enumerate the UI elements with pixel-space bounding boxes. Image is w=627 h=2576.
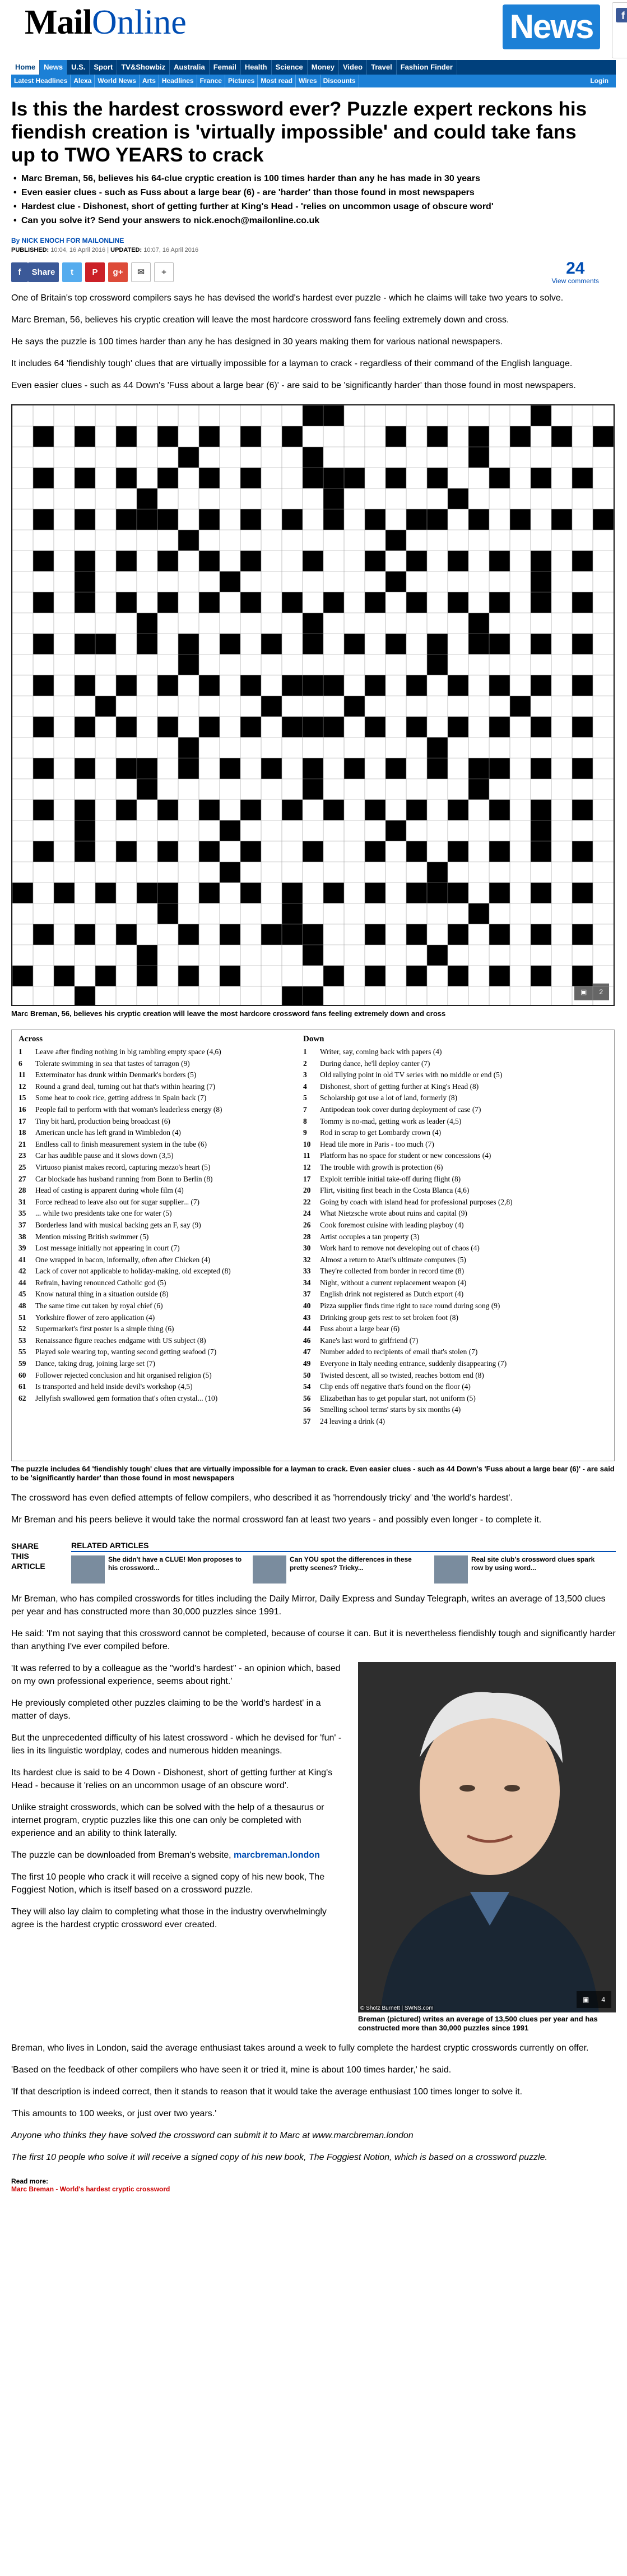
photo-camera-count[interactable]: ▣ 4 xyxy=(577,1991,611,2008)
photo-credit: © Shotz Burnett | SWNS.com xyxy=(360,2005,434,2011)
subnav-item-most-read[interactable]: Most read xyxy=(258,75,296,87)
paragraph: The first 10 people who solve it will receive a signed copy of his new book, The Foggiest Notion, which is based on a crossword puzzle. xyxy=(11,2153,547,2162)
breman-photo[interactable] xyxy=(358,1662,616,2012)
share-related-row xyxy=(11,1541,616,1584)
clue-item: 1 Leave after finding nothing in big rambling empty space (4,6) xyxy=(18,1047,221,1056)
clue-item: 55 Played sole wearing top, wanting second getting seafood (7) xyxy=(18,1347,217,1356)
nav-item-science[interactable]: Science xyxy=(272,60,308,75)
crossword-grid-image xyxy=(11,404,615,1006)
clue-item: 59 Dance, taking drug, joining large set (7) xyxy=(18,1359,155,1368)
photo-caption: Breman (pictured) writes an average of 13,500 clues per year and has constructed more than 30,000 puzzles since 1991 xyxy=(358,2015,598,2032)
nav-item-sport[interactable]: Sport xyxy=(90,60,117,75)
paragraph: Even easier clues - such as 44 Down's 'Fuss about a large bear (6)' - are said to be 'significantly harder' than those found in most newspapers. xyxy=(11,381,576,390)
clue-item: 32 Almost a return to Atari's ultimate computers (5) xyxy=(303,1255,466,1264)
paragraph: The crossword has even defied attempts of fellow compilers, who described it as 'horrendously tricky' and 'the world's hardest'. xyxy=(11,1493,513,1503)
down-title: Down xyxy=(303,1035,324,1044)
facebook-icon: f xyxy=(616,8,627,22)
clue-item: 51 Yorkshire flower of zero application (4) xyxy=(18,1313,155,1322)
clue-item: 57 24 leaving a drink (4) xyxy=(303,1417,386,1425)
secondary-nav xyxy=(11,75,616,87)
clue-item: 26 Cook foremost cuisine with leading playboy (4) xyxy=(303,1220,464,1229)
camera-icon: ▣ xyxy=(580,988,587,996)
subnav-item-headlines[interactable]: Headlines xyxy=(159,75,197,87)
camera-icon: ▣ xyxy=(582,1996,589,2003)
clue-item: 48 The same time cut taken by royal chief (6) xyxy=(18,1301,163,1310)
subnav-item-wires[interactable]: Wires xyxy=(296,75,321,87)
paragraph: 'Based on the feedback of other compilers who have seen it or tried it, mine is about 100 times harder,' he said. xyxy=(11,2065,452,2075)
masthead xyxy=(11,0,625,59)
summary-bullet: • Even easier clues - such as Fuss about a large bear (6) - are 'harder' than those found in most newspapers xyxy=(21,187,616,198)
nav-item-health[interactable]: Health xyxy=(241,60,272,75)
subnav-item-pictures[interactable]: Pictures xyxy=(225,75,258,87)
clue-item: 3 Old rallying point in old TV series with no middle or end (5) xyxy=(303,1070,503,1079)
nav-item-australia[interactable]: Australia xyxy=(170,60,210,75)
clue-item: 41 One wrapped in bacon, informally, often after Chicken (4) xyxy=(18,1255,211,1264)
read-more-link[interactable]: Marc Breman - World's hardest cryptic crossword xyxy=(11,2185,170,2193)
paragraph: Mr Breman, who has compiled crosswords for titles including the Daily Mirror, Daily Express and Sunday Telegraph, writes an average of 13,500 clues per year and has constructed more than 30,000 puzzles since 1991. xyxy=(11,1594,606,1617)
clue-item: 11 Exterminator has drunk within Denmark's borders (5) xyxy=(18,1070,197,1079)
clue-item: 61 Is transported and held inside devil's workshop (4,5) xyxy=(18,1382,193,1391)
clue-item: 27 Car blockade has husband running from Bonn to Berlin (8) xyxy=(18,1174,213,1183)
clue-item: 28 Head of casting is apparent during whole film (4) xyxy=(18,1186,184,1195)
nav-item-tv-showbiz[interactable]: TV&Showbiz xyxy=(117,60,170,75)
paragraph: Anyone who thinks they have solved the crossword can submit it to Marc at www.marcbreman.london xyxy=(11,2131,414,2140)
clue-item: 49 Everyone in Italy needing entrance, suddenly disappearing (7) xyxy=(303,1359,507,1368)
nav-item-news[interactable]: News xyxy=(40,60,67,75)
clue-item: 18 American uncle has left grand in Wimbledon (4) xyxy=(18,1128,181,1137)
subnav-item-world-news[interactable]: World News xyxy=(95,75,139,87)
paragraph: They will also lay claim to completing what those in the industry overwhelmingly agree is the hardest cryptic crossword ever created. xyxy=(11,1907,327,1929)
clue-item: 56 Smelling school terms' starts by six months (4) xyxy=(303,1405,461,1414)
clue-item: 24 What Nietzsche wrote about ruins and capital (9) xyxy=(303,1209,467,1218)
crossword-caption: Marc Breman, 56, believes his cryptic creation will leave the most hardcore crossword fans feeling extremely down and cross xyxy=(11,1009,446,1018)
nav-item-femail[interactable]: Femail xyxy=(210,60,241,75)
paragraph: It includes 64 'fiendishly tough' clues that are virtually impossible for a layman to crack - regardless of their command of the English language. xyxy=(11,359,573,368)
headline: Is this the hardest crossword ever? Puzzle expert reckons his fiendish creation is 'virtually impossible' and could take fans up to TWO YEARS to crack xyxy=(11,98,587,166)
portrait-illustration xyxy=(358,1662,616,2012)
clue-item: 25 Virtuoso pianist makes record, capturing mezzo's heart (5) xyxy=(18,1162,211,1171)
subnav-item-alexa[interactable]: Alexa xyxy=(71,75,95,87)
clue-item: 17 Exploit terrible initial take-off during flight (8) xyxy=(303,1174,461,1183)
nav-item-video[interactable]: Video xyxy=(339,60,367,75)
paragraph: Unlike straight crosswords, which can be solved with the help of a thesaurus or internet program, cryptic puzzles like this one can only be completed with experience and an ability to think laterally. xyxy=(11,1803,324,1838)
clue-item: 11 Platform has no space for student or new concessions (4) xyxy=(303,1151,491,1160)
paragraph: Its hardest clue is said to be 4 Down - Dishonest, short of getting further at King's Head - because it 'relies on an uncommon usage of an obscure word'. xyxy=(11,1768,333,1790)
related-thumbnail xyxy=(253,1555,286,1584)
clues-caption: The puzzle includes 64 'fiendishly tough' clues that are virtually impossible for a layman to crack. Even easier clues - such as 44 Down's 'Fuss about a large bear (6)' - are said to be 'significantly harder' than those found in most newspapers xyxy=(11,1465,615,1482)
nav-item-money[interactable]: Money xyxy=(308,60,339,75)
summary-bullet: • Can you solve it? Send your answers to nick.enoch@mailonline.co.uk xyxy=(21,215,616,227)
paragraph: He says the puzzle is 100 times harder than any he has designed in 30 years making them for various national newspapers. xyxy=(11,337,503,347)
publish-info: PUBLISHED: 10:04, 16 April 2016 | UPDATED: 10:07, 16 April 2016 xyxy=(11,247,199,253)
share-bar xyxy=(11,261,616,283)
clue-item: 44 Refrain, having renounced Catholic god (5) xyxy=(18,1278,166,1287)
clue-item: 17 Tiny bit hard, production being broadcast (6) xyxy=(18,1116,170,1125)
clue-item: 6 Tolerate swimming in sea that tastes of tarragon (9) xyxy=(18,1059,190,1068)
read-more: Read more: Marc Breman - World's hardest cryptic crossword xyxy=(11,2177,170,2193)
clue-item: 56 Elizabethan has to get popular start, not uniform (5) xyxy=(303,1393,476,1402)
pinterest-icon[interactable]: P xyxy=(85,262,105,282)
clue-item: 20 Flirt, visiting first beach in the Costa Blanca (4,6) xyxy=(303,1186,470,1195)
paragraph: He said: 'I'm not saying that this crossword cannot be completed, because of course it can. But it is nevertheless fiendishly tough and significantly harder than anything I've ever compiled before. xyxy=(11,1629,616,1651)
clue-item: 23 Car has audible pause and it slows down (3,5) xyxy=(18,1151,174,1160)
summary-bullet: • Hardest clue - Dishonest, short of getting further at King's Head - 'relies on uncommon usage of obscure word' xyxy=(21,201,616,213)
across-title: Across xyxy=(18,1035,43,1044)
clue-item: 54 Clip ends off negative that's found on the floor (4) xyxy=(303,1382,471,1391)
clue-item: 37 English drink not registered as Dutch export (4) xyxy=(303,1290,464,1299)
across-clues xyxy=(18,1035,231,1404)
clue-item: 43 Drinking group gets rest to set broken foot (8) xyxy=(303,1313,458,1322)
camera-count[interactable]: ▣ 2 xyxy=(574,984,609,1000)
login-link[interactable]: Login xyxy=(590,77,609,85)
clue-item: 28 Artist occupies a tan property (3) xyxy=(303,1232,420,1241)
paragraph: The first 10 people who crack it will receive a signed copy of his new book, The Foggiest Notion, which is itself based on a crossword puzzle. xyxy=(11,1872,325,1895)
clue-item: 16 People fail to perform with that woman's leaderless energy (8) xyxy=(18,1105,222,1114)
clue-item: 42 Lack of cover not applicable to holiday-making, old excepted (8) xyxy=(18,1267,231,1276)
facebook-icon[interactable]: f xyxy=(11,262,28,282)
more-share-icon[interactable]: + xyxy=(154,262,174,282)
subnav-item-discounts[interactable]: Discounts xyxy=(321,75,359,87)
share-button[interactable]: Share xyxy=(28,262,59,282)
nav-item-u-s-[interactable]: U.S. xyxy=(67,60,90,75)
logo-mail: Mail xyxy=(25,3,92,41)
paragraph: 'If that description is indeed correct, then it stands to reason that it would take the average enthusiast 100 times longer to solve it. xyxy=(11,2087,523,2097)
nav-item-travel[interactable]: Travel xyxy=(367,60,397,75)
primary-nav xyxy=(11,60,616,75)
clue-item: 9 Rod in scrap to get Lombardy crown (4) xyxy=(303,1128,442,1137)
clue-item: 30 Work hard to remove not developing out of chaos (4) xyxy=(303,1244,480,1253)
related-articles xyxy=(71,1541,616,1584)
summary-bullet: • Marc Breman, 56, believes his 64-clue cryptic creation is 100 times harder than any he has made in 30 years xyxy=(21,173,616,184)
clue-item: 39 Lost message initially not appearing in court (7) xyxy=(18,1244,180,1253)
related-article[interactable]: Real site club's crossword clues spark row by using word... xyxy=(434,1555,608,1584)
clue-item: 46 Kane's last word to girlfriend (7) xyxy=(303,1336,419,1345)
twitter-icon[interactable]: t xyxy=(62,262,82,282)
clue-item: 44 Fuss about a large bear (6) xyxy=(303,1324,400,1333)
paragraph: Mr Breman and his peers believe it would take the normal crossword fan at least two years - and possibly even longer - to complete it. xyxy=(11,1515,542,1525)
summary-bullets xyxy=(21,173,616,227)
clue-item: 21 Endless call to finish measurement system in the tube (6) xyxy=(18,1139,207,1148)
paragraph: One of Britain's top crossword compilers says he has devised the world's hardest ever puzzle - which he claims will take two years to solve. xyxy=(11,293,564,303)
article-body-with-photo xyxy=(11,1662,616,2033)
share-this-article[interactable]: SHARE THIS ARTICLE xyxy=(11,1541,45,1571)
clue-item: 8 Tommy is no-mad, getting work as leader (4,5) xyxy=(303,1116,462,1125)
paragraph: He previously completed other puzzles claiming to be the 'world's hardest' in a matter of days. xyxy=(11,1698,321,1721)
clue-item: 12 The trouble with growth is protection (6) xyxy=(303,1162,443,1171)
email-icon[interactable]: ✉ xyxy=(131,262,151,282)
byline[interactable]: By NICK ENOCH FOR MAILONLINE xyxy=(11,237,124,244)
clue-item: 52 Supermarket's first poster is a simple thing (6) xyxy=(18,1324,174,1333)
clue-item: 50 Twisted descent, all so twisted, reaches bottom end (8) xyxy=(303,1370,484,1379)
clue-item: 34 Night, without a current replacement weapon (4) xyxy=(303,1278,467,1287)
clue-item: 60 Follower rejected conclusion and hit organised religion (5) xyxy=(18,1370,212,1379)
nav-item-home[interactable]: Home xyxy=(11,60,40,75)
mailonline-logo[interactable] xyxy=(25,4,187,40)
clue-item: 38 Mention missing British swimmer (5) xyxy=(18,1232,149,1241)
down-clues xyxy=(303,1035,513,1428)
clue-item: 12 Round a grand deal, turning out hat that's within hearing (7) xyxy=(18,1082,216,1091)
paragraph: Marc Breman, 56, believes his cryptic creation will leave the most hardcore crossword fans feeling extremely down and cross. xyxy=(11,315,509,325)
related-thumbnail xyxy=(434,1555,468,1584)
related-article[interactable]: She didn't have a CLUE! Mon proposes to his crossword... xyxy=(71,1555,245,1584)
subnav-item-arts[interactable]: Arts xyxy=(140,75,159,87)
nav-item-fashion-finder[interactable]: Fashion Finder xyxy=(397,60,457,75)
clue-item: 31 Force redhead to leave also out for sugar supplier... (7) xyxy=(18,1197,200,1206)
grid-lines xyxy=(12,405,614,1006)
related-article[interactable]: Can YOU spot the differences in these pretty scenes? Tricky... xyxy=(253,1555,426,1584)
clue-item: 35 ... while two presidents take one for water (5) xyxy=(18,1209,172,1218)
clue-item: 40 Pizza supplier finds time right to race round during song (9) xyxy=(303,1301,500,1310)
website-link[interactable]: marcbreman.london xyxy=(234,1850,320,1860)
clue-item: 62 Jellyfish swallowed gem formation that's often crystal... (10) xyxy=(18,1393,218,1402)
clue-item: 22 Going by coach with island head for professional purposes (2,8) xyxy=(303,1197,513,1206)
clue-item: 7 Antipodean took cover during deployment of case (7) xyxy=(303,1105,481,1114)
related-thumbnail xyxy=(71,1555,105,1584)
clue-item: 33 They're collected from border in record time (8) xyxy=(303,1267,465,1276)
clue-item: 4 Dishonest, short of getting further at King's Head (8) xyxy=(303,1082,479,1091)
clues-image xyxy=(11,1030,615,1461)
clue-item: 2 During dance, he'll deploy canter (7) xyxy=(303,1059,430,1068)
clue-item: 10 Head tile more in Paris - too much (7) xyxy=(303,1139,434,1148)
news-section-badge[interactable]: News xyxy=(503,4,600,49)
subnav-item-france[interactable]: France xyxy=(197,75,225,87)
paragraph: But the unprecedented difficulty of his latest crossword - which he devised for 'fun' - lies in its linguistic wordplay, codes and numerous hidden meanings. xyxy=(11,1733,342,1756)
subnav-item-latest-headlines[interactable]: Latest Headlines xyxy=(11,75,71,87)
clue-item: 5 Scholarship got use a lot of land, formerly (8) xyxy=(303,1093,458,1102)
paragraph: 'It was referred to by a colleague as the "world's hardest" - an opinion which, based on my own professional experience, seems about right.' xyxy=(11,1664,341,1686)
clue-item: 37 Borderless land with musical backing gets an F, say (9) xyxy=(18,1220,201,1229)
clue-item: 47 Number added to recipients of email that's stolen (7) xyxy=(303,1347,478,1356)
shares-count[interactable]: 24 View comments xyxy=(551,259,599,285)
paragraph: The puzzle can be downloaded from Breman's website, marcbreman.london xyxy=(11,1850,320,1860)
paragraph: 'This amounts to 100 weeks, or just over two years.' xyxy=(11,2109,217,2118)
clue-item: 53 Renaissance figure reaches endgame with US subject (8) xyxy=(18,1336,206,1345)
clue-item: 15 Some heat to cook rice, getting address in Spain back (7) xyxy=(18,1093,207,1102)
paragraph: Breman, who lives in London, said the average enthusiast takes around a week to fully complete the hardest cryptic crosswords currently on offer. xyxy=(11,2043,589,2053)
clue-item: 45 Know natural thing in a situation outside (8) xyxy=(18,1290,169,1299)
googleplus-icon[interactable]: g+ xyxy=(108,262,128,282)
facebook-like-widget[interactable] xyxy=(612,2,627,58)
logo-online: Online xyxy=(91,3,187,41)
related-title: RELATED ARTICLES xyxy=(71,1541,616,1552)
clue-item: 1 Writer, say, coming back with papers (4) xyxy=(303,1047,442,1056)
